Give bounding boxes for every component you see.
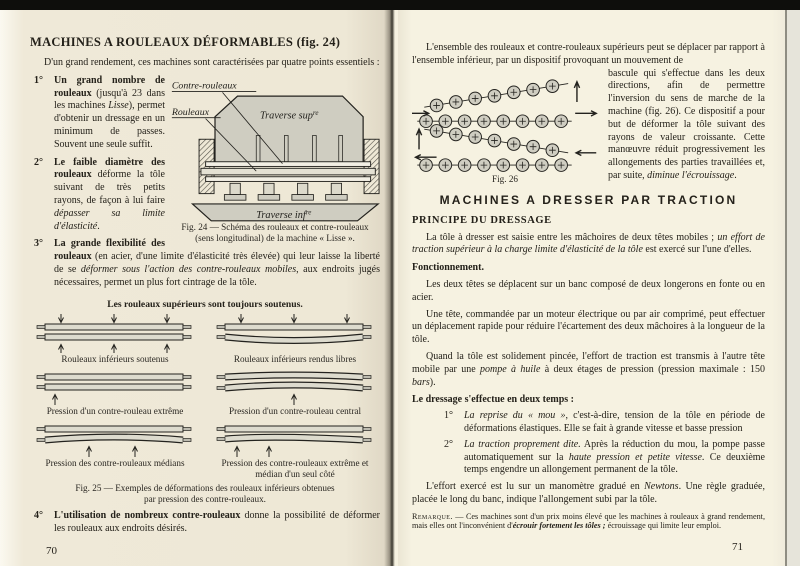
scan-edge-top bbox=[0, 0, 800, 10]
paragraph bbox=[412, 351, 765, 389]
item-text-italic: Lisse bbox=[108, 100, 129, 112]
lower-roller-group bbox=[416, 124, 597, 171]
remark-text: écrouissage qui limite leur emploi. bbox=[605, 521, 722, 531]
fig25-caption bbox=[30, 483, 380, 505]
fig25-heading: Les rouleaux supérieurs sont toujours soutenus. bbox=[107, 298, 303, 310]
item-text: (jusqu'à 23 dans les machines bbox=[54, 87, 165, 112]
lower-roller-bowed bbox=[37, 437, 191, 442]
paragraph-italic: diminue l'écrouissage bbox=[647, 169, 735, 181]
page-title: MACHINES A ROULEAUX DÉFORMABLES (fig. 24) bbox=[30, 35, 341, 49]
item-number: 2° bbox=[444, 438, 453, 450]
item-text: , aux endroits jugés nécessaires, permet un plus fort cintrage de la tôle. bbox=[54, 263, 380, 288]
item-number: 2° bbox=[34, 156, 43, 168]
fig25-cell-medians bbox=[30, 418, 200, 479]
list-item-1 bbox=[30, 75, 380, 152]
paragraph: Une tête, commandée par un moteur électrique ou par air comprimé, peut effectuer un déplacement rapide pour réduire l'écartement des deux mâchoires à la longueur de la tôle. bbox=[412, 308, 765, 346]
upper-roller bbox=[37, 426, 191, 432]
fig25-caption-4: Pression d'un contre-rouleau central bbox=[228, 406, 362, 417]
page-number-left: 70 bbox=[46, 544, 57, 557]
fig25-caption-6: Pression des contre-rouleaux extrême et médian d'un seul côté bbox=[221, 458, 369, 479]
lower-roller-bowed bbox=[217, 385, 371, 390]
fig24-label-rouleaux: Rouleaux bbox=[171, 106, 209, 118]
item-text-italic: La traction proprement dite. bbox=[464, 438, 581, 450]
upper-roller bbox=[217, 426, 371, 432]
page-number-right: 71 bbox=[732, 540, 743, 553]
item-text-italic: haute pression et petite vitesse bbox=[568, 451, 702, 463]
item-text: Après la réduction du mou, la pompe passe automatiquement sur la bbox=[464, 438, 765, 463]
list-item-2 bbox=[412, 439, 765, 477]
lower-roller bbox=[37, 384, 191, 390]
fig25-caption-5: Pression des contre-rouleaux médians bbox=[45, 458, 185, 469]
item-text: donne la possibilité de déformer les rouleaux aux endroits désirés. bbox=[54, 509, 380, 534]
fig25-cell-central bbox=[210, 366, 380, 416]
roller-diagram bbox=[31, 314, 199, 354]
item-number: 4° bbox=[34, 509, 43, 521]
paragraph-text: . Une règle graduée, placée le long du banc, indique l'allongement subi par la tôle. bbox=[412, 481, 765, 505]
upper-roller-bowed bbox=[217, 375, 371, 379]
list-item-1 bbox=[412, 410, 765, 436]
remark-bold-italic: écrouir fortement les tôles ; bbox=[512, 521, 606, 531]
remark-label: Remarque. bbox=[412, 511, 453, 521]
fig25-caption-3: Pression d'un contre-rouleau extrême bbox=[46, 406, 184, 417]
paragraph-text: L'effort exercé est lu sur un manomètre gradué en bbox=[426, 481, 645, 493]
fig25-caption-2: Rouleaux inférieurs rendus libres bbox=[233, 353, 357, 364]
paragraph-text: Quand la tôle est solidement pincée, l'effort de traction est transmis à l'autre tête mobile par une bbox=[412, 350, 765, 375]
pressure-arrows-up bbox=[235, 447, 272, 458]
run-in-heading: Le dressage s'effectue en deux temps : bbox=[412, 394, 575, 406]
section-title: MACHINES A DRESSER PAR TRACTION bbox=[439, 192, 738, 207]
roller-diagram bbox=[31, 418, 199, 458]
item-text: déforme la tôle suivant de très petits rayons, de façon à lui faire bbox=[54, 169, 165, 206]
item-text-italic: déformer sous l'action des contre-rouleaux mobiles bbox=[80, 263, 297, 275]
fig25-cell-libres bbox=[210, 314, 380, 364]
fig25-cell-un-seul-cote bbox=[210, 418, 380, 479]
page-edge-right bbox=[785, 0, 800, 566]
item-text: . Ce deuxième temps engendre un allongement permanent de la tôle. bbox=[464, 451, 765, 476]
upper-roller bbox=[37, 374, 191, 380]
item-text: ), permet d'obtenir un dressage en un minimum de passes. Souvent une seule suffit. bbox=[54, 100, 165, 150]
fig25-cell-soutenus bbox=[30, 314, 200, 364]
fig25-caption-line2: par pression des contre-rouleaux. bbox=[144, 493, 266, 504]
item-text-bold: Un grand nombre de rouleaux bbox=[54, 74, 165, 99]
lower-roller-bowed bbox=[217, 335, 371, 340]
fig25-cell-extreme bbox=[30, 366, 200, 416]
roller-diagram bbox=[211, 418, 379, 458]
paragraph-text: . bbox=[734, 169, 737, 181]
item-number: 1° bbox=[34, 74, 43, 86]
paragraph-italic: bars bbox=[412, 376, 430, 388]
list-item-4 bbox=[30, 510, 380, 536]
lower-roller bbox=[37, 334, 191, 340]
pressure-arrows-up bbox=[87, 447, 138, 458]
lower-roller-bowed bbox=[217, 438, 371, 442]
paragraph bbox=[412, 481, 765, 507]
left-page-body bbox=[30, 75, 380, 290]
paragraph-italic: un effort de traction supérieur à la charge limite d'élasticité de la tôle bbox=[412, 231, 765, 256]
item-number: 3° bbox=[34, 238, 43, 250]
paragraph-text: à deux étages de pression (pression maximale : 150 bbox=[540, 363, 766, 375]
fig24-label-contre-rouleaux: Contre-rouleaux bbox=[171, 80, 237, 92]
item-text: , c'est-à-dire, tension de la tôle en période de déformations élastiques. Elle se fait à grande vitesse et basse pression bbox=[464, 410, 765, 434]
figure-25 bbox=[30, 314, 380, 479]
figure-26 bbox=[412, 72, 598, 185]
remark-note bbox=[412, 512, 765, 531]
roller-diagram bbox=[31, 366, 199, 406]
roller-diagram bbox=[211, 314, 379, 354]
right-page bbox=[396, 10, 787, 566]
list-item-2 bbox=[30, 157, 380, 234]
upper-roller bbox=[37, 324, 191, 330]
fig26-caption: Fig. 26 bbox=[491, 173, 519, 184]
paragraph: Les deux têtes se déplacent sur un banc composé de deux longerons en fonte ou en acier. bbox=[412, 278, 765, 303]
pressure-arrows-up bbox=[59, 344, 170, 353]
remark-text: — Ces machines sont d'un prix moins élevé que les machines à rouleaux à grand rendement, mais elles ont l'inconvénient d' bbox=[412, 511, 765, 531]
paragraph-text: bascule qui s'effectue dans les deux directions, afin de permettre l'inversion du sens de marche de la machine (fig. 26). Ce dispositif a pour but de déformer la tôle suivant des rayons de valeur croissante. Cette manœuvre réduit progressivement les allongements des parties travaillées et, par suite, bbox=[608, 67, 765, 181]
paragraph-text: ). bbox=[429, 376, 436, 388]
item-text: . bbox=[97, 220, 100, 232]
item-text: (en acier, d'une limite d'élasticité très élevée) qui leur laisse la liberté de se bbox=[54, 251, 380, 275]
left-page bbox=[0, 10, 392, 566]
fig24-label-traverse-sup: Traverse sup$^{re}$ bbox=[260, 108, 319, 122]
subsection-title: PRINCIPE DU DRESSAGE bbox=[412, 215, 552, 227]
pressure-arrow-up bbox=[53, 395, 58, 406]
fig25-caption-line1: Fig. 25 — Exemples de déformations des rouleaux inférieurs obtenues bbox=[75, 483, 335, 493]
fig24-caption-line2: (sens longitudinal) de la machine « Lisse ». bbox=[195, 232, 355, 243]
book-gutter bbox=[384, 0, 398, 566]
fig25-caption-1: Rouleaux inférieurs soutenus bbox=[61, 353, 169, 364]
item-text-italic: La reprise du « mou » bbox=[464, 410, 566, 422]
paragraph-text: est exercé sur l'une d'elles. bbox=[642, 244, 752, 256]
pressure-arrows-down bbox=[239, 314, 350, 323]
fig24-caption-line1: Fig. 24 — Schéma des rouleaux et contre-rouleaux bbox=[181, 221, 369, 232]
paragraph-italic: pompe à huile bbox=[480, 363, 541, 375]
paragraph-italic: Newtons bbox=[644, 481, 679, 493]
list-item-3 bbox=[30, 238, 380, 289]
pressure-arrow-up bbox=[292, 395, 297, 406]
item-text-bold: L'utilisation de nombreux contre-rouleaux bbox=[54, 509, 241, 521]
upper-roller-group bbox=[412, 79, 596, 127]
fig26-roller-rows-diagram bbox=[412, 72, 598, 174]
upper-roller bbox=[217, 324, 371, 330]
paragraph: L'ensemble des rouleaux et contre-rouleaux supérieurs peut se déplacer par rapport à l'ensemble inférieur, par un dispositif provoquant un mouvement de bbox=[412, 42, 765, 66]
paragraph bbox=[412, 232, 765, 258]
run-in-heading: Fonctionnement. bbox=[412, 262, 484, 274]
fig24-label-traverse-inf: Traverse inf$^{re}$ bbox=[256, 208, 312, 221]
roller-diagram bbox=[211, 366, 379, 406]
item-text-bold: La grande flexibilité des rouleaux bbox=[54, 238, 165, 263]
intro-paragraph: D'un grand rendement, ces machines sont caractérisées par quatre points essentiels : bbox=[44, 57, 380, 68]
item-number: 1° bbox=[444, 410, 453, 422]
item-text-bold: Le faible diamètre des rouleaux bbox=[54, 156, 165, 181]
paragraph-text: La tôle à dresser est saisie entre les mâchoires de deux têtes mobiles ; bbox=[426, 231, 718, 243]
item-text-italic: dépasser sa limite d'élasticité bbox=[54, 207, 165, 232]
pressure-arrows-down bbox=[59, 314, 170, 323]
